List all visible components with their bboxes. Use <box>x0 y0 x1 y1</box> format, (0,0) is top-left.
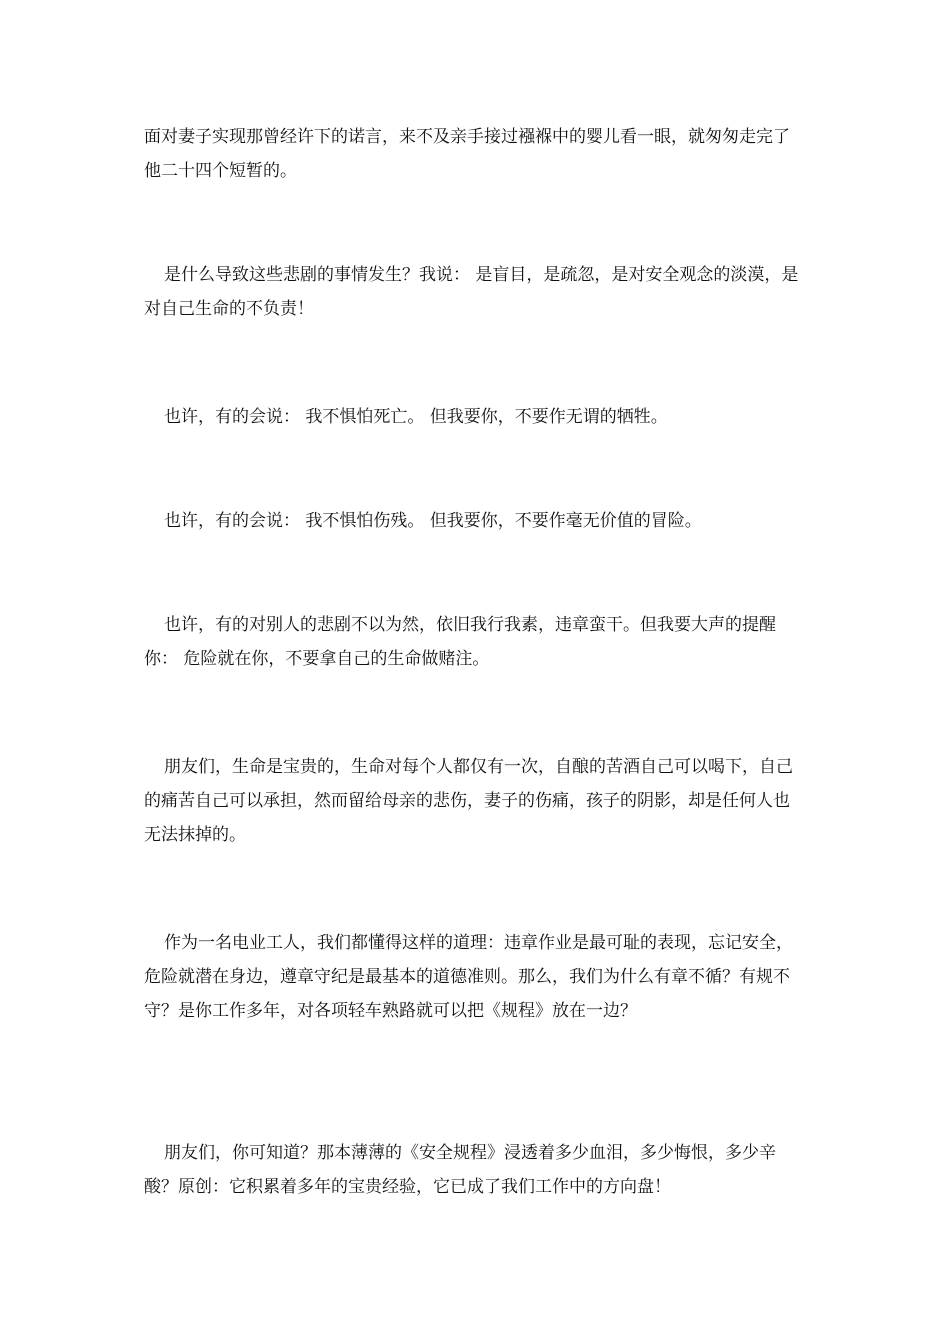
paragraph-8 <box>144 1136 806 1204</box>
paragraph-4 <box>144 504 806 538</box>
paragraph-text: 朋友们，生命是宝贵的，生命对每个人都仅有一次，自酿的苦酒自己可以喝下，自己的痛苦自己可以承担，然而留给母亲的悲伤，妻子的伤痛，孩子的阴影，却是任何人也无法抹掉的。 <box>144 757 793 845</box>
paragraph-5 <box>144 608 806 676</box>
paragraph-6 <box>144 750 806 852</box>
paragraph-text: 是什么导致这些悲剧的事情发生？我说： 是盲目，是疏忽，是对安全观念的淡漠，是对自己生命的不负责！ <box>144 265 799 319</box>
paragraph-1 <box>144 120 806 188</box>
paragraph-2 <box>144 258 806 326</box>
paragraph-text: 作为一名电业工人，我们都懂得这样的道理：违章作业是最可耻的表现，忘记安全，危险就潜在身边，遵章守纪是最基本的道德准则。那么，我们为什么有章不循？有规不守？是你工作多年，对各项轻车熟路就可以把《规程》放在一边？ <box>144 933 793 1021</box>
paragraph-text: 也许，有的会说： 我不惧怕伤残。 但我要你，不要作毫无价值的冒险。 <box>164 511 702 531</box>
paragraph-text: 面对妻子实现那曾经许下的诺言，来不及亲手接过襁褓中的婴儿看一眼，就匆匆走完了他二十四个短暂的。 <box>144 127 790 181</box>
paragraph-text: 也许，有的对别人的悲剧不以为然，依旧我行我素，违章蛮干。但我要大声的提醒你： 危险就在你，不要拿自己的生命做赌注。 <box>144 615 776 669</box>
paragraph-text: 朋友们，你可知道？那本薄薄的《安全规程》浸透着多少血泪，多少悔恨，多少辛酸？原创：它积累着多年的宝贵经验，它已成了我们工作中的方向盘！ <box>144 1143 776 1197</box>
paragraph-7 <box>144 926 806 1028</box>
paragraph-text: 也许，有的会说： 我不惧怕死亡。 但我要你，不要作无谓的牺牲。 <box>164 407 668 427</box>
paragraph-3 <box>144 400 806 434</box>
